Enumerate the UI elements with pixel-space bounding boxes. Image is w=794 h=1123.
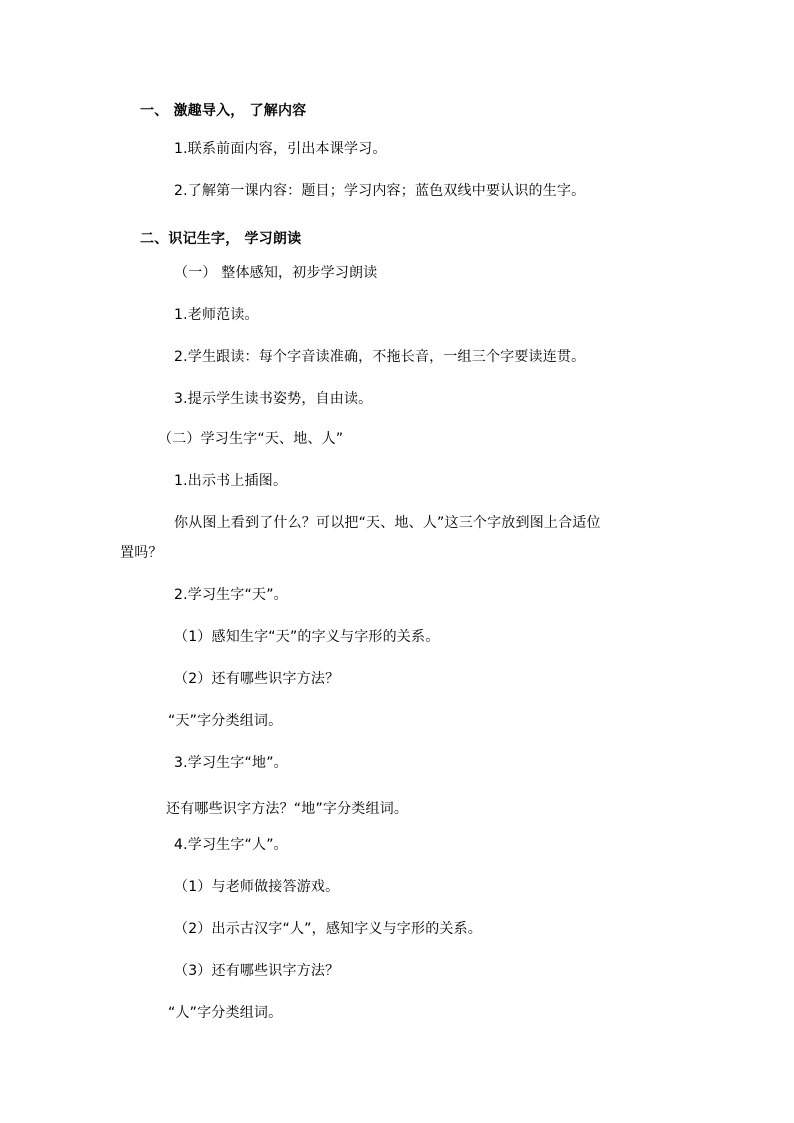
- subsection2-item-1: 1.出示书上插图。: [174, 473, 288, 489]
- section1-item-1: 1.联系前面内容，引出本课学习。: [174, 141, 387, 157]
- section1-heading: 一、 激趣导入， 了解内容: [140, 103, 307, 119]
- question-line-1: 你从图上看到了什么？可以把“天、地、人”这三个字放到图上合适位: [174, 515, 601, 531]
- ren-heading: 4.学习生字“人”。: [174, 837, 288, 853]
- subsection1-item-2: 2.学生跟读：每个字音读准确，不拖长音，一组三个字要读连贯。: [174, 349, 586, 365]
- section2-heading: 二、识记生字， 学习朗读: [140, 231, 302, 247]
- ren-step-1: （1）与老师做接答游戏。: [174, 879, 340, 895]
- ren-step-2: （2）出示古汉字“人”，感知字义与字形的关系。: [174, 921, 483, 937]
- tian-heading: 2.学习生字“天”。: [174, 587, 288, 603]
- tian-step-1: （1）感知生字“天”的字义与字形的关系。: [174, 629, 440, 645]
- ren-step-3: （3）还有哪些识字方法？: [174, 963, 340, 979]
- di-heading: 3.学习生字“地”。: [174, 755, 288, 771]
- subsection1-heading: （一） 整体感知，初步学习朗读: [174, 265, 378, 281]
- tian-step-2: （2）还有哪些识字方法？: [174, 671, 340, 687]
- section1-item-2: 2.了解第一课内容：题目；学习内容；蓝色双线中要认识的生字。: [174, 183, 586, 199]
- subsection1-item-1: 1.老师范读。: [174, 307, 259, 323]
- tian-words: “天”字分类组词。: [168, 713, 283, 729]
- di-text: 还有哪些识字方法？“地”字分类组词。: [166, 801, 409, 817]
- question-line-2: 置吗？: [120, 545, 163, 561]
- ren-words: “人”字分类组词。: [168, 1005, 283, 1021]
- subsection1-item-3: 3.提示学生读书姿势，自由读。: [174, 391, 373, 407]
- subsection2-heading: （二）学习生字“天、地、人”: [158, 431, 344, 447]
